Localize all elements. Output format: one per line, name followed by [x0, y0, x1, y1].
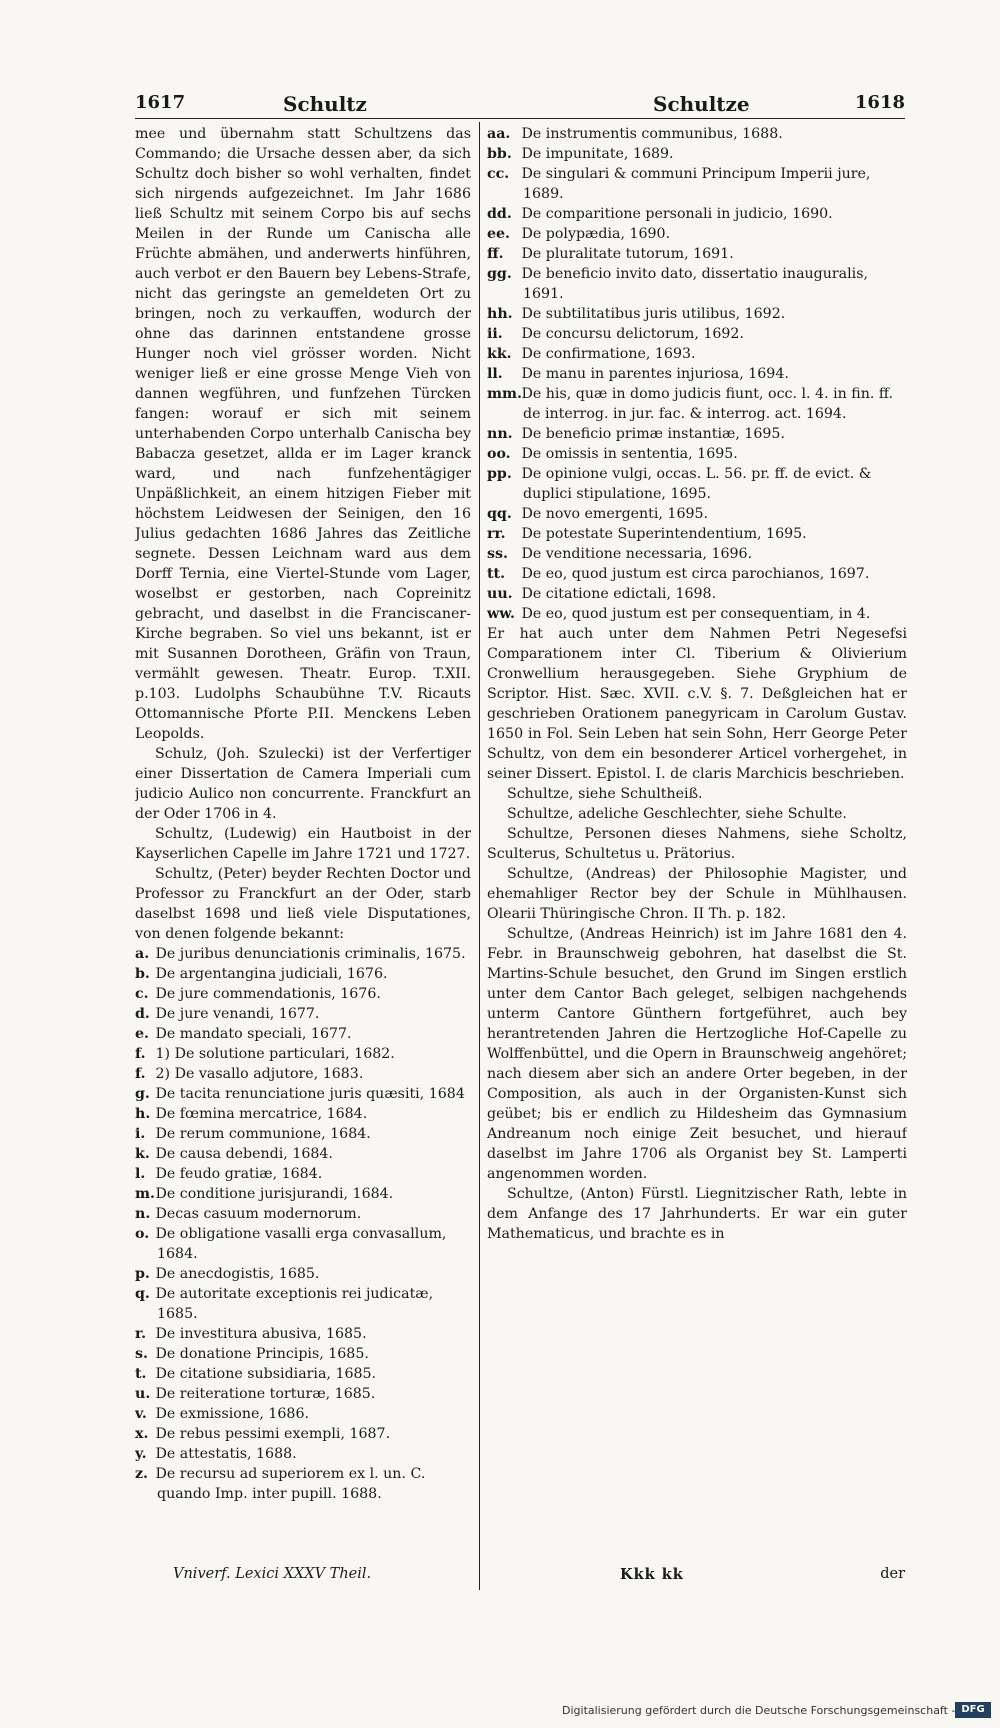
item-title: De pluralitate tutorum, 1691. [517, 246, 734, 262]
item-title: De jure venandi, 1677. [151, 1006, 320, 1022]
item-key: v. [135, 1406, 147, 1422]
page-footer [135, 1566, 905, 1590]
item-title: De polypædia, 1690. [517, 226, 671, 242]
list-item [487, 164, 907, 204]
entry-andreas: Schultze, (Andreas) der Philosophie Magister, und ehemahliger Rector bey der Schule in Mühlhausen. Olearii Thüringische Chron. II Th. p. 182. [487, 866, 907, 922]
list-item [135, 1324, 471, 1344]
item-key: pp. [487, 466, 512, 482]
entry-andreas-heinrich: Schultze, (Andreas Heinrich) ist im Jahre 1681 den 4. Febr. in Braunschweig gebohren, hat daselbst die St. Martins-Schule besuchet, den Grund im Singen erstlich unter dem Cantor Bach geleget, selbigen nachgehends unterm Cantore Günthern fortgeführet, auch bey herantretenden Jahren die Hertzogliche Hof-Capelle zu Wolffenbüttel, und die Opern in Braunschweig angehöret; nach diesem aber sich an andere Orter begeben, in der Composition, als auch in der Organisten-Kunst sich geübet; bis er endlich zu Hildesheim das Gymnasium Andreanum noch einige Zeit besuchet, und hierauf daselbst im Jahre 1706 als Organist bey St. Lamperti angenommen worden. [487, 926, 907, 1182]
list-item [135, 1204, 471, 1224]
list-item [135, 1404, 471, 1424]
item-key: aa. [487, 126, 511, 142]
item-title: De jure commendationis, 1676. [151, 986, 381, 1002]
list-item [487, 224, 907, 244]
item-title: De reiteratione torturæ, 1685. [151, 1386, 376, 1402]
item-title: De omissis in sententia, 1695. [517, 446, 738, 462]
disputation-list-left [135, 944, 471, 1504]
item-key: oo. [487, 446, 511, 462]
item-title: Decas casuum modernorum. [151, 1206, 362, 1222]
item-key: f. [135, 1066, 146, 1082]
item-key: rr. [487, 526, 506, 542]
item-title: De argentangina judiciali, 1676. [151, 966, 388, 982]
item-key: c. [135, 986, 149, 1002]
item-title: De obligatione vasalli erga convasallum, 1684. [151, 1226, 447, 1262]
cross-reference-schultheiss: Schultze, siehe Schultheiß. [507, 786, 703, 802]
list-item [487, 424, 907, 444]
page-number-right: 1618 [854, 92, 905, 113]
item-key: k. [135, 1146, 150, 1162]
item-key: i. [135, 1126, 146, 1142]
item-key: q. [135, 1286, 150, 1302]
list-item [135, 1024, 471, 1044]
entry-ludewig: Schultz, (Ludewig) ein Hautboist in der Kayserlichen Capelle im Jahre 1721 und 1727. [135, 826, 471, 862]
list-item [135, 1424, 471, 1444]
list-item [487, 564, 907, 584]
item-key: ee. [487, 226, 510, 242]
item-title: De autoritate exceptionis rei judicatæ, 1685. [151, 1286, 434, 1322]
item-key: ww. [487, 606, 515, 622]
item-key: d. [135, 1006, 150, 1022]
item-key: ss. [487, 546, 508, 562]
item-key: g. [135, 1086, 150, 1102]
list-item [135, 1444, 471, 1464]
list-item [135, 1364, 471, 1384]
list-item [487, 124, 907, 144]
list-item [135, 944, 471, 964]
item-title: De rerum communione, 1684. [151, 1126, 371, 1142]
item-title: De novo emergenti, 1695. [517, 506, 709, 522]
list-item [487, 244, 907, 264]
running-head-left: Schultz [283, 92, 367, 116]
item-title: 2) De vasallo adjutore, 1683. [151, 1066, 364, 1082]
list-item [135, 1164, 471, 1184]
item-key: cc. [487, 166, 510, 182]
item-title: De concursu delictorum, 1692. [517, 326, 744, 342]
entry-peter: Schultz, (Peter) beyder Rechten Doctor und Professor zu Franckfurt an der Oder, starb daselbst 1698 und ließ viele Disputationes, von denen folgende bekannt: [135, 866, 471, 942]
item-key: x. [135, 1426, 149, 1442]
catchword: der [880, 1566, 905, 1582]
item-key: e. [135, 1026, 149, 1042]
list-item [487, 384, 907, 424]
item-title: De donatione Principis, 1685. [151, 1346, 369, 1362]
list-item [487, 304, 907, 324]
item-key: r. [135, 1326, 147, 1342]
list-item [135, 1104, 471, 1124]
list-item [135, 1044, 471, 1064]
item-title: De comparitione personali in judicio, 1690. [517, 206, 833, 222]
item-key: o. [135, 1226, 150, 1242]
item-title: De investitura abusiva, 1685. [151, 1326, 367, 1342]
item-key: p. [135, 1266, 150, 1282]
signature-mark: Kkk kk [620, 1566, 684, 1583]
item-key: n. [135, 1206, 151, 1222]
item-key: b. [135, 966, 150, 982]
list-item [487, 324, 907, 344]
left-column [135, 124, 471, 1504]
item-key: tt. [487, 566, 506, 582]
list-item [487, 204, 907, 224]
page-number-left: 1617 [135, 92, 186, 113]
item-key: f. [135, 1046, 146, 1062]
item-key: m. [135, 1186, 155, 1202]
item-key: uu. [487, 586, 513, 602]
list-item [135, 964, 471, 984]
item-key: kk. [487, 346, 512, 362]
item-key: l. [135, 1166, 146, 1182]
item-title: De fœmina mercatrice, 1684. [151, 1106, 368, 1122]
cross-reference-schulte: Schultze, adeliche Geschlechter, siehe Schulte. [507, 806, 847, 822]
item-key: t. [135, 1366, 147, 1382]
item-title: De singulari & communi Principum Imperii jure, 1689. [517, 166, 871, 202]
column-divider [479, 122, 480, 1590]
item-title: De manu in parentes injuriosa, 1694. [517, 366, 789, 382]
item-title: De venditione necessaria, 1696. [517, 546, 753, 562]
dfg-logo: DFG [955, 1702, 991, 1718]
item-title: De his, quæ in domo judicis fiunt, occ. l. 4. in fin. ff. de interrog. in jur. fac. & interrog. act. 1694. [517, 386, 893, 422]
item-title: De beneficio primæ instantiæ, 1695. [517, 426, 785, 442]
entry-johann-szulecki: Schulz, (Joh. Szulecki) ist der Verfertiger einer Dissertation de Camera Imperiali cum judicio Aulico non concurrente. Franckfurt an der Oder 1706 in 4. [135, 746, 471, 822]
list-item [487, 544, 907, 564]
list-item [135, 1144, 471, 1164]
item-title: De feudo gratiæ, 1684. [151, 1166, 323, 1182]
item-title: De eo, quod justum est per consequentiam, in 4. [517, 606, 871, 622]
item-title: De subtilitatibus juris utilibus, 1692. [517, 306, 786, 322]
paragraph-negesefsi: Er hat auch unter dem Nahmen Petri Negesefsi Comparationem inter Cl. Tiberium & Olivierium Cronwellium herausgegeben. Siehe Gryphium de Scriptor. Hist. Sæc. XVII. c.V. §. 7. Deßgleichen hat er geschrieben Orationem panegyricam in Carolum Gustav. 1650 in Fol. Sein Leben hat sein Sohn, Herr George Peter Schultz, von dem ein besonderer Articel vorhergehet, in seiner Dissert. Epistol. I. de claris Marchicis beschrieben. [487, 626, 907, 782]
list-item [135, 1004, 471, 1024]
volume-line: Vniverf. Lexici XXXV Theil. [173, 1566, 372, 1582]
list-item [487, 344, 907, 364]
item-title: De rebus pessimi exempli, 1687. [151, 1426, 391, 1442]
list-item [135, 1344, 471, 1364]
list-item [487, 584, 907, 604]
right-column [487, 124, 907, 1244]
item-title: De anecdogistis, 1685. [151, 1266, 320, 1282]
item-title: De instrumentis communibus, 1688. [517, 126, 783, 142]
item-key: u. [135, 1386, 151, 1402]
item-title: De mandato speciali, 1677. [151, 1026, 352, 1042]
item-key: h. [135, 1106, 151, 1122]
item-key: mm. [487, 386, 522, 402]
item-key: gg. [487, 266, 512, 282]
page-header [135, 92, 905, 119]
entry-anton: Schultze, (Anton) Fürstl. Liegnitzischer Rath, lebte in dem Anfange des 17 Jahrhunderts. Er war ein guter Mathematicus, und brachte es in [487, 1186, 907, 1242]
item-key: a. [135, 946, 150, 962]
list-item [135, 1124, 471, 1144]
item-title: De impunitate, 1689. [517, 146, 674, 162]
item-title: De tacita renunciatione juris quæsiti, 1684 [151, 1086, 465, 1102]
list-item [135, 1464, 471, 1504]
item-key: nn. [487, 426, 513, 442]
list-item [135, 1184, 471, 1204]
item-key: qq. [487, 506, 512, 522]
list-item [487, 264, 907, 304]
item-key: bb. [487, 146, 512, 162]
item-title: De potestate Superintendentium, 1695. [517, 526, 807, 542]
digitization-credit: Digitalisierung gefördert durch die Deutsche Forschungsgemeinschaft - [562, 1704, 956, 1717]
item-title: De conditione jurisjurandi, 1684. [151, 1186, 394, 1202]
list-item [487, 444, 907, 464]
list-item [487, 364, 907, 384]
disputation-list-right [487, 124, 907, 624]
item-key: y. [135, 1446, 147, 1462]
item-title: De recursu ad superiorem ex l. un. C. quando Imp. inter pupill. 1688. [151, 1466, 426, 1502]
list-item [487, 464, 907, 504]
item-title: De exmissione, 1686. [151, 1406, 309, 1422]
item-title: De juribus denunciationis criminalis, 1675. [151, 946, 466, 962]
item-title: De opinione vulgi, occas. L. 56. pr. ff. de evict. & duplici stipulatione, 1695. [517, 466, 872, 502]
list-item [135, 1064, 471, 1084]
item-title: De confirmatione, 1693. [517, 346, 696, 362]
item-key: hh. [487, 306, 513, 322]
list-item [487, 144, 907, 164]
list-item [487, 604, 907, 624]
item-title: De attestatis, 1688. [151, 1446, 297, 1462]
list-item [135, 984, 471, 1004]
item-title: De eo, quod justum est circa parochianos, 1697. [517, 566, 870, 582]
list-item [487, 504, 907, 524]
item-key: z. [135, 1466, 148, 1482]
list-item [135, 1264, 471, 1284]
item-key: dd. [487, 206, 512, 222]
list-item [135, 1084, 471, 1104]
item-title: 1) De solutione particulari, 1682. [151, 1046, 395, 1062]
item-key: ff. [487, 246, 504, 262]
item-key: ii. [487, 326, 503, 342]
list-item [135, 1224, 471, 1264]
list-item [135, 1384, 471, 1404]
running-head-right: Schultze [653, 92, 750, 116]
item-title: De citatione subsidiaria, 1685. [151, 1366, 377, 1382]
continued-paragraph: mee und übernahm statt Schultzens das Commando; die Ursache dessen aber, da sich Schultz doch bisher so wohl verhalten, findet sich nirgends aufgezeichnet. Im Jahr 1686 ließ Schultz mit seinem Corpo bis auf sechs Meilen in der Runde um Canischa alle Früchte abmähen, und anderwerts hinführen, auch verbot er den Bauern bey Lebens-Strafe, nicht das geringste an gemeldeten Ort zu bringen, noch zu verkauffen, wodurch der ohne das darinnen entstandene grosse Hunger noch viel grösser worden. Nicht weniger ließ er eine grosse Menge Vieh von dannen wegführen, und funfzehen Türcken fangen: worauf er sich mit seinem unterhabenden Corpo unterhalb Canischa bey Babacza gesetzet, allda er im Lager kranck ward, und nach funfzehentägiger Unpäßlichkeit, an einem hitzigen Fieber mit höchstem Leidwesen der Seinigen, den 16 Julius gedachten 1686 Jahres das Zeitliche segnete. Dessen Leichnam ward aus dem Dorff Ternia, eine Viertel-Stunde vom Lager, woselbst er gestorben, nach Copreinitz gebracht, und daselbst in die Franciscaner-Kirche begraben. So viel uns bekannt, ist er mit Susannen Dorotheen, Gräfin von Traun, vermählt gewesen. Theatr. Europ. T.XII. p.103. Ludolphs Schaubühne T.V. Ricauts Ottomannische Pforte P.II. Menckens Leben Leopolds. [135, 126, 471, 742]
item-title: De causa debendi, 1684. [151, 1146, 333, 1162]
item-key: s. [135, 1346, 148, 1362]
item-key: ll. [487, 366, 503, 382]
item-title: De beneficio invito dato, dissertatio inauguralis, 1691. [517, 266, 868, 302]
item-title: De citatione edictali, 1698. [517, 586, 717, 602]
list-item [487, 524, 907, 544]
list-item [135, 1284, 471, 1324]
cross-reference-persons: Schultze, Personen dieses Nahmens, siehe Scholtz, Sculterus, Schultetus u. Prätorius. [487, 826, 907, 862]
